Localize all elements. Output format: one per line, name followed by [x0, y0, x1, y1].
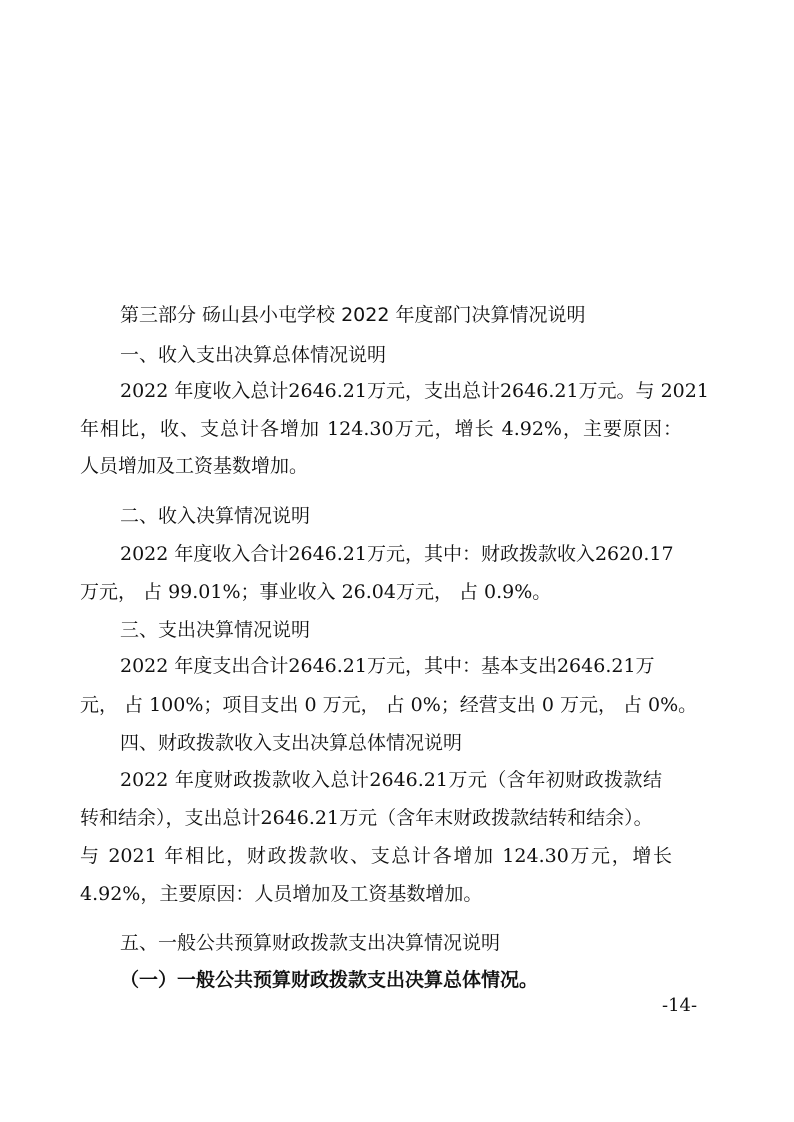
section-3-line-2: 元， 占 100%；项目支出 0 万元， 占 0%；经营支出 0 万元， 占 0%。 — [80, 694, 698, 716]
section-3-heading: 三、支出决算情况说明 — [120, 619, 311, 641]
section-1-line-3: 人员增加及工资基数增加。 — [80, 455, 309, 477]
page-number: -14- — [662, 995, 698, 1016]
section-2-line-1: 2022 年度收入合计2646.21万元，其中：财政拨款收入2620.17 — [120, 543, 674, 565]
section-1-line-2: 年相比，收、支总计各增加 124.30万元，增长 4.92%，主要原因： — [80, 418, 682, 440]
section-5-subheading: （一）一般公共预算财政拨款支出决算总体情况。 — [120, 969, 539, 991]
section-2-line-2: 万元， 占 99.01%；事业收入 26.04万元， 占 0.9%。 — [80, 581, 552, 603]
section-2-heading: 二、收入决算情况说明 — [120, 505, 311, 527]
section-3-line-1: 2022 年度支出合计2646.21万元，其中：基本支出2646.21万 — [120, 655, 655, 677]
section-4-line-4: 4.92%，主要原因：人员增加及工资基数增加。 — [80, 883, 483, 905]
section-1-heading: 一、收入支出决算总体情况说明 — [120, 344, 387, 366]
section-1-line-1: 2022 年度收入总计2646.21万元，支出总计2646.21万元。与 2021 — [120, 380, 709, 402]
section-4-heading: 四、财政拨款收入支出决算总体情况说明 — [120, 732, 463, 754]
section-4-line-2: 转和结余），支出总计2646.21万元（含年末财政拨款结转和结余）。 — [80, 807, 653, 829]
document-title: 第三部分 砀山县小屯学校 2022 年度部门决算情况说明 — [120, 304, 586, 326]
section-5-heading: 五、一般公共预算财政拨款支出决算情况说明 — [120, 932, 501, 954]
section-4-line-1: 2022 年度财政拨款收入总计2646.21万元（含年初财政拨款结 — [120, 769, 662, 791]
section-4-line-3: 与 2021 年相比，财政拨款收、支总计各增加 124.30万元，增长 — [80, 845, 672, 867]
